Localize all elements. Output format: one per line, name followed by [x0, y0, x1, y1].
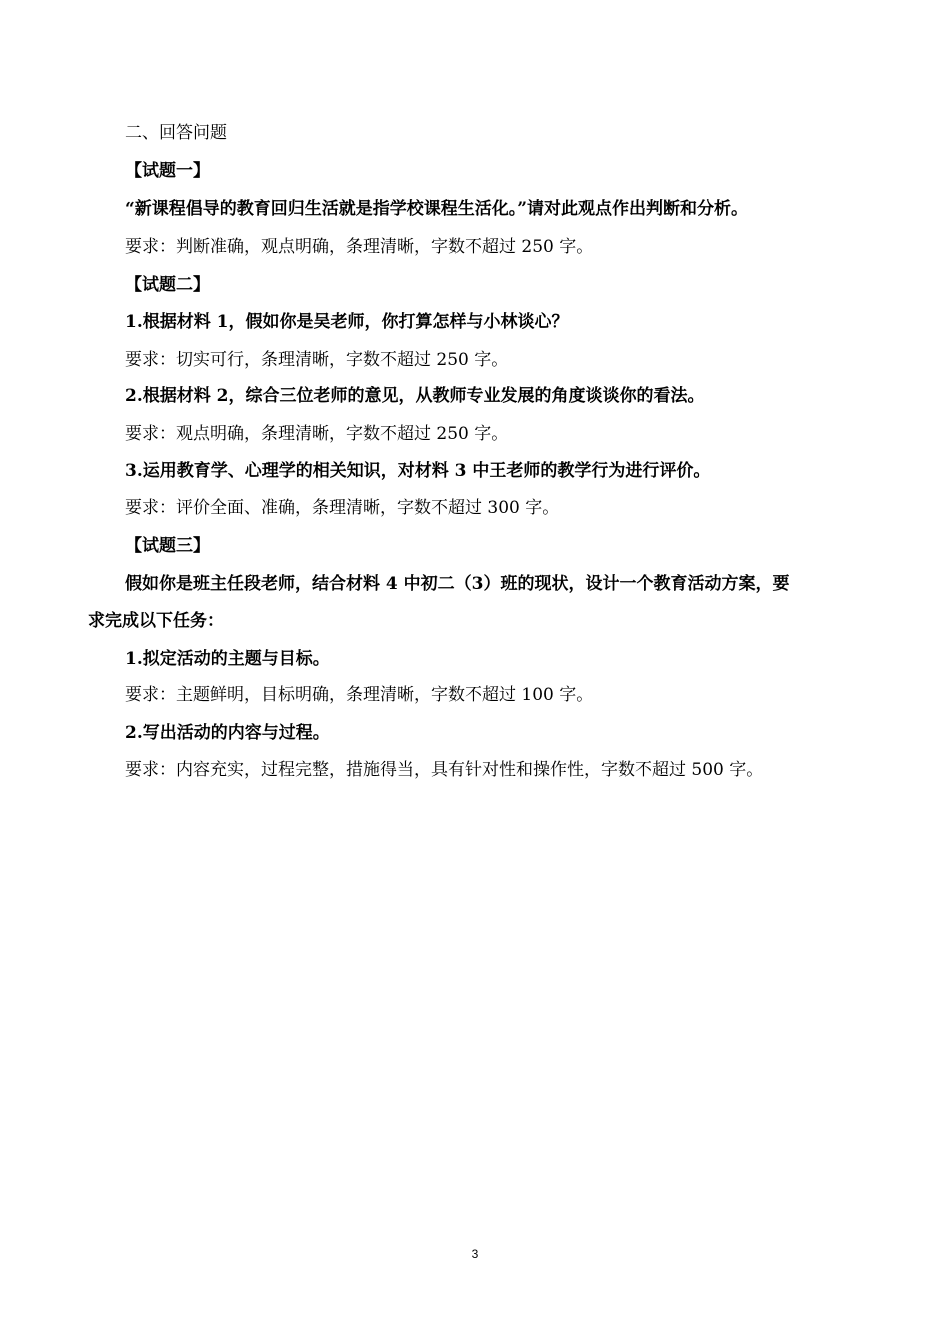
question-2-item-1-prompt: 1.根据材料 1，假如你是吴老师，你打算怎样与小林谈心？	[125, 312, 569, 332]
page-number: 3	[471, 1247, 479, 1261]
question-3-intro-line-2: 求完成以下任务：	[88, 611, 224, 631]
question-3-item-2-prompt: 2.写出活动的内容与过程。	[125, 723, 330, 743]
question-2-header: 【试题二】	[125, 275, 210, 295]
question-3-intro-line-1: 假如你是班主任段老师，结合材料 4 中初二（3）班的现状，设计一个教育活动方案，要	[125, 574, 790, 594]
question-2-item-2-requirement: 要求：观点明确，条理清晰，字数不超过 250 字。	[125, 424, 509, 444]
question-1-prompt: “新课程倡导的教育回归生活就是指学校课程生活化。”请对此观点作出判断和分析。	[125, 199, 749, 219]
question-2-item-2-prompt: 2.根据材料 2，综合三位老师的意见，从教师专业发展的角度谈谈你的看法。	[125, 386, 705, 406]
question-3-item-2-requirement: 要求：内容充实，过程完整，措施得当，具有针对性和操作性，字数不超过 500 字。	[125, 760, 764, 780]
question-1-header: 【试题一】	[125, 161, 210, 181]
question-3-item-1-requirement: 要求：主题鲜明，目标明确，条理清晰，字数不超过 100 字。	[125, 685, 594, 705]
section-title: 二、回答问题	[125, 123, 227, 143]
question-2-item-1-requirement: 要求：切实可行，条理清晰，字数不超过 250 字。	[125, 350, 509, 370]
question-3-item-1-prompt: 1.拟定活动的主题与目标。	[125, 649, 330, 669]
question-1-requirement: 要求：判断准确，观点明确，条理清晰，字数不超过 250 字。	[125, 237, 594, 257]
question-2-item-3-prompt: 3.运用教育学、心理学的相关知识，对材料 3 中王老师的教学行为进行评价。	[125, 461, 711, 481]
question-2-item-3-requirement: 要求：评价全面、准确，条理清晰，字数不超过 300 字。	[125, 498, 560, 518]
question-3-header: 【试题三】	[125, 536, 210, 556]
